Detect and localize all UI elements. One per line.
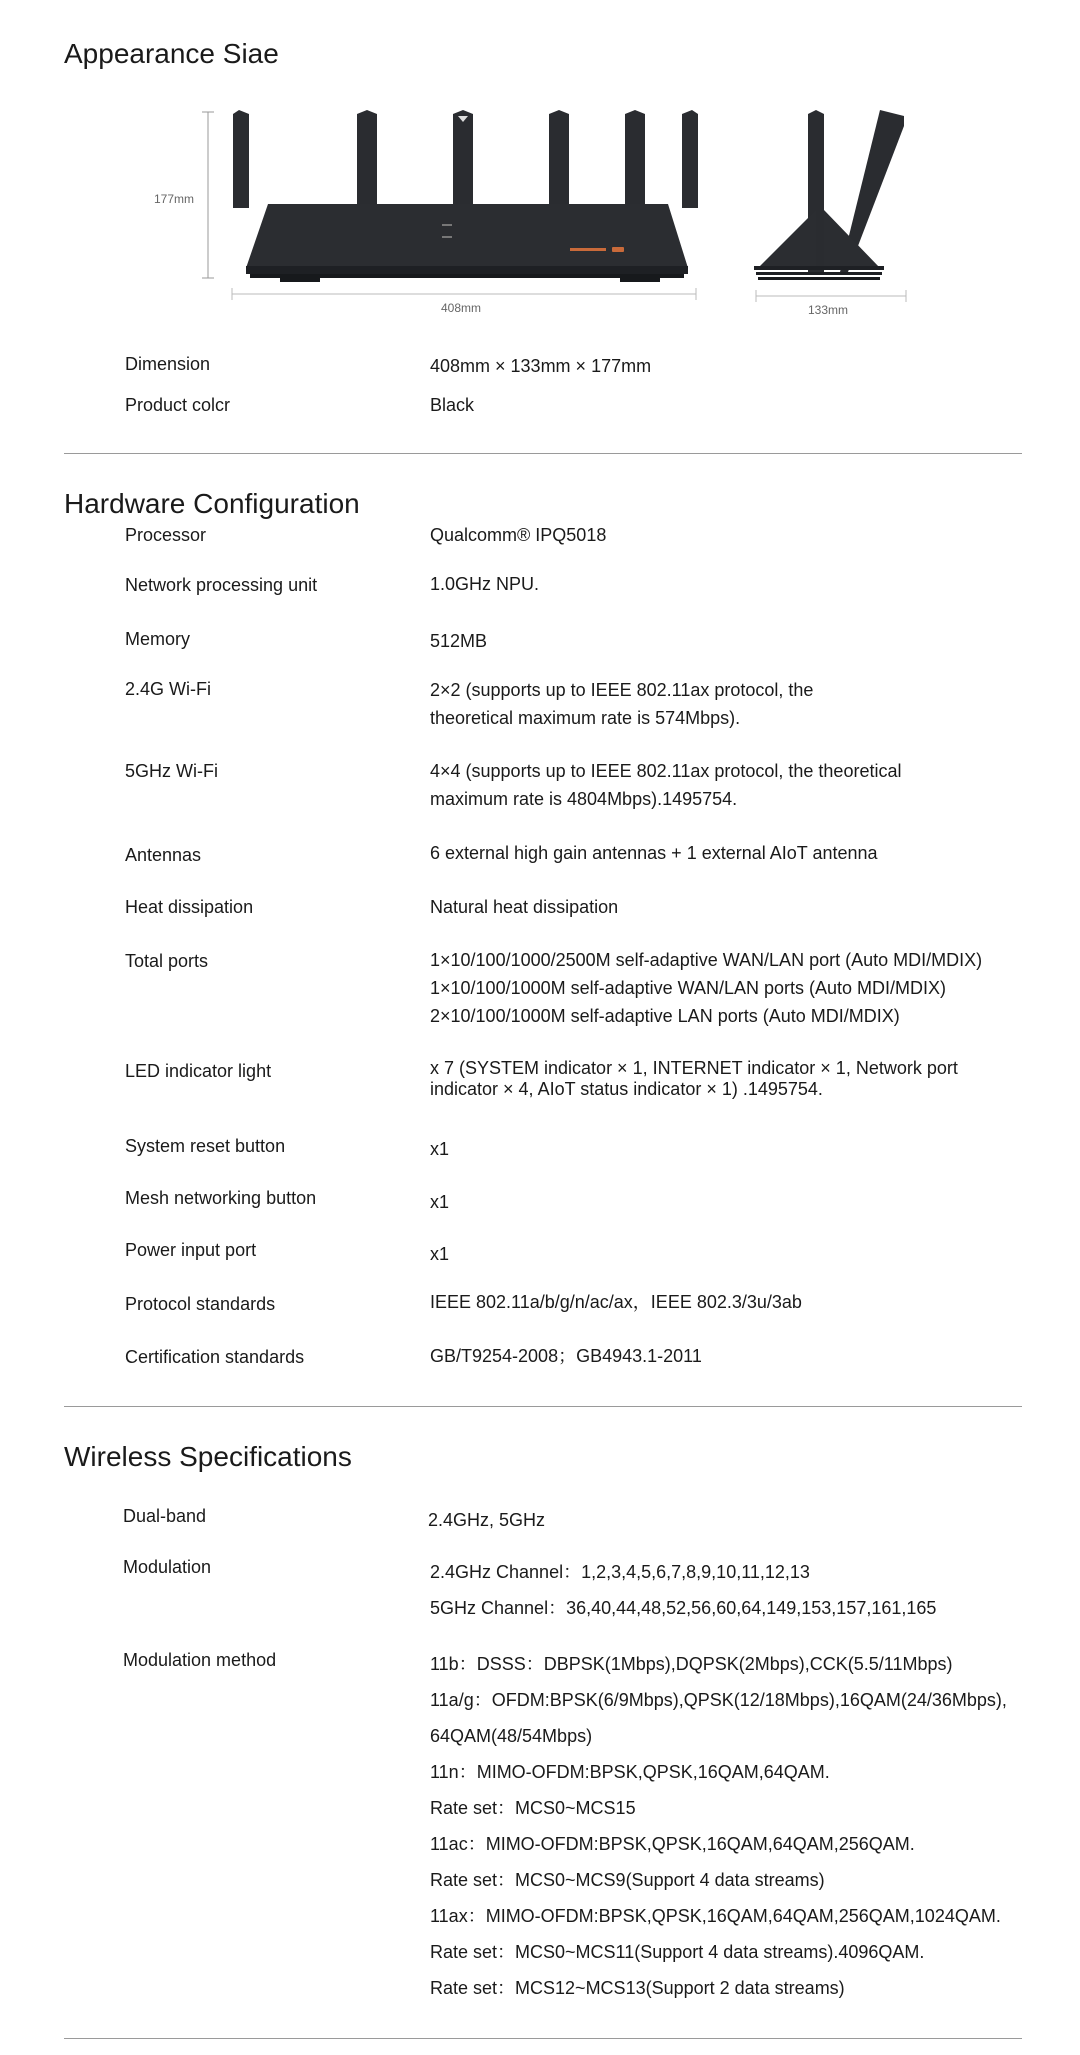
hw-label-processor: Processor (125, 525, 207, 545)
section-divider (64, 2038, 1022, 2039)
hw-value-certification: GB/T9254-2008；GB4943.1-2011 (430, 1346, 702, 1366)
spec-label: Product colcr (125, 395, 231, 415)
hw-label-24g-wifi: 2.4G Wi-Fi (125, 679, 212, 699)
spec-value: 408mm × 133mm × 177mm (430, 356, 652, 376)
hw-label-antennas: Antennas (125, 845, 202, 865)
hw-label-mesh: Mesh networking button (125, 1188, 317, 1208)
hw-value-npu: 1.0GHz NPU. (430, 574, 540, 594)
router-front-view (233, 110, 698, 282)
appearance-title: Appearance Siae (64, 38, 279, 69)
depth-dimension-label: 133mm (808, 303, 849, 317)
height-dimension-label: 177mm (154, 192, 195, 206)
wl-label-modulation: Modulation (123, 1557, 212, 1577)
hw-value-mesh: x1 (430, 1192, 450, 1212)
spec-label: Dimension (125, 354, 211, 374)
hw-value-5g-wifi: 4×4 (supports up to IEEE 802.11ax protocol, the theoretical maximum rate is 4804Mbps).1495754. (430, 761, 902, 809)
wireless-title: Wireless Specifications (64, 1441, 352, 1472)
hw-value-led: x 7 (SYSTEM indicator × 1, INTERNET indicator × 1, Network port indicator × 4, AIoT status indicator × 1) .1495754. (430, 1058, 958, 1099)
width-dimension (232, 288, 696, 300)
wl-label-modulation-method: Modulation method (123, 1650, 277, 1670)
hw-value-heat: Natural heat dissipation (430, 897, 619, 917)
hw-value-memory: 512MB (430, 631, 488, 651)
hw-value-power: x1 (430, 1244, 450, 1264)
hw-value-ports: 1×10/100/1000/2500M self-adaptive WAN/LAN port (Auto MDI/MDIX) 1×10/100/1000M self-adaptive WAN/LAN ports (Auto MDI/MDIX) 2×10/100/1000M self-adaptive LAN ports (Auto MDI/MDIX) (430, 950, 983, 1026)
hw-value-protocol: IEEE 802.11a/b/g/n/ac/ax，IEEE 802.3/3u/3ab (430, 1292, 802, 1312)
hw-label-memory: Memory (125, 629, 191, 649)
wl-value-dual-band: 2.4GHz, 5GHz (428, 1510, 546, 1530)
wl-value-modulation: 2.4GHz Channel：1,2,3,4,5,6,7,8,9,10,11,12,13 5GHz Channel：36,40,44,48,52,56,60,64,149,153,157,161,165 (430, 1562, 937, 1618)
width-dimension-label: 408mm (441, 301, 482, 315)
hw-label-certification: Certification standards (125, 1347, 305, 1367)
wl-value-modulation-method: 11b：DSSS：DBPSK(1Mbps),DQPSK(2Mbps),CCK(5.5/11Mbps) 11a/g：OFDM:BPSK(6/9Mbps),QPSK(12/18Mbps),16QAM(24/36Mbps), 64QAM(48/54Mbps) 11n：MIMO-OFDM:BPSK,QPSK,16QAM,64QAM. Rate set：MCS0~MCS15 11ac：MIMO-OFDM:BPSK,QPSK,16QAM,64QAM,256QAM. Rate set：MCS0~MCS9(Support 4 data streams) 11ax：MIMO-OFDM:BPSK,QPSK,16QAM,64QAM,256QAM,1024QAM. Rate set：MCS0~MCS11(Support 4 data streams).4096QAM. Rate set：MCS12~MCS13(Support 2 data streams) (430, 1654, 1007, 1998)
hardware-title: Hardware Configuration (64, 488, 360, 519)
spec-value: Black (430, 395, 475, 415)
hw-label-npu: Network processing unit (125, 575, 318, 595)
hw-label-led: LED indicator light (125, 1061, 272, 1081)
hw-label-ports: Total ports (125, 951, 209, 971)
router-side-view (754, 110, 904, 280)
hw-value-24g-wifi: 2×2 (supports up to IEEE 802.11ax protocol, the theoretical maximum rate is 574Mbps). (430, 680, 814, 728)
hw-value-antennas: 6 external high gain antennas + 1 external AIoT antenna (430, 843, 878, 863)
router-illustration (140, 100, 920, 320)
hw-label-reset: System reset button (125, 1136, 286, 1156)
hw-value-processor: Qualcomm® IPQ5018 (430, 525, 607, 545)
hw-label-protocol: Protocol standards (125, 1294, 276, 1314)
height-dimension (202, 112, 214, 278)
hw-label-5g-wifi: 5GHz Wi-Fi (125, 761, 218, 781)
hw-value-reset: x1 (430, 1139, 450, 1159)
depth-dimension (756, 290, 906, 302)
section-divider (64, 453, 1022, 454)
hw-label-heat: Heat dissipation (125, 897, 254, 917)
router-images (140, 100, 920, 320)
section-divider (64, 1406, 1022, 1407)
wl-label-dual-band: Dual-band (123, 1506, 207, 1526)
hw-label-power: Power input port (125, 1240, 257, 1260)
